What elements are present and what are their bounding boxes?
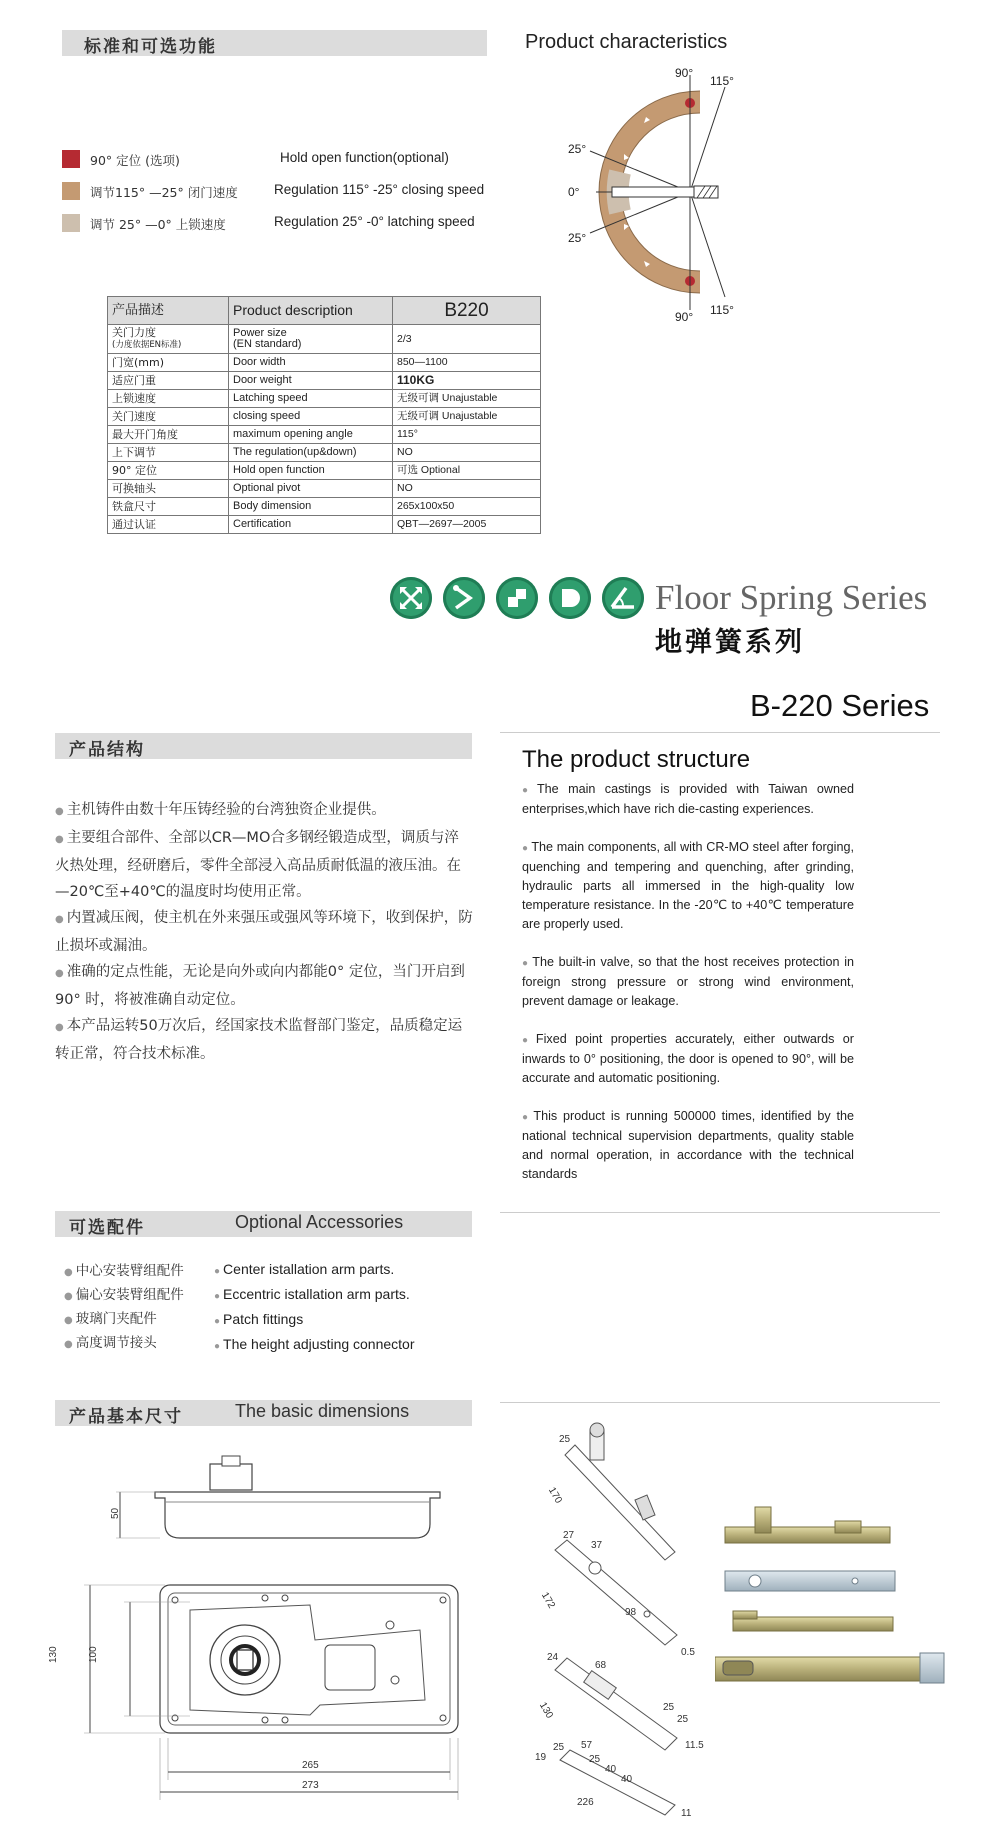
dim-outer-width: 273: [302, 1780, 319, 1791]
acc-en-item: Center istallation arm parts.: [223, 1261, 395, 1277]
dim-part2-a: 27: [563, 1530, 575, 1541]
table-row: [108, 408, 541, 426]
bullet-icon: ●: [522, 1035, 533, 1046]
legend-cn: 调节115° —25° 闭门速度: [90, 185, 238, 200]
table-row: [108, 516, 541, 534]
center-arm-photo: [725, 1527, 890, 1543]
list-item: [55, 825, 473, 905]
row-en: maximum opening angle: [229, 426, 393, 444]
list-item: [522, 953, 854, 1011]
acc-cn-item: 玻璃门夹配件: [75, 1311, 157, 1327]
row-en: The regulation(up&down): [229, 444, 393, 462]
dim-inner-height: 100: [88, 1646, 99, 1663]
cn-point: 准确的定点性能，无论是向外或向内都能0° 定位，当门开启到90° 时，将被准确自动定位。: [55, 964, 465, 1008]
characteristics-title: Product characteristics: [525, 31, 728, 53]
closing-speed-swatch: [62, 182, 80, 200]
table-row: [108, 480, 541, 498]
accessories-divider: [500, 1402, 940, 1403]
cn-point: 内置减压阀，使主机在外来强压或强风等环境下，收到保护，防止损坏或漏油。: [55, 910, 473, 954]
spec-table: [107, 296, 541, 534]
bullet-icon: ●: [522, 1112, 531, 1123]
row-cn: 适应门重: [108, 372, 229, 390]
list-item: [64, 1260, 184, 1284]
dim-inner-width: 265: [302, 1760, 319, 1771]
cn-point: 主要组合部件、全部以CR—MO合多钢经锻造成型，调质与淬火热处理，经研磨后，零件全部浸入高品质耐低温的液压油。在—20℃至+40℃的温度时均使用正常。: [55, 830, 461, 900]
en-point: This product is running 500000 times, identified by the national technical supervision departments, quality stable and normal operation, in accordance with the technical standards: [522, 1109, 854, 1181]
row-cn: 门宽(mm): [108, 354, 229, 372]
row-val: 115°: [393, 426, 541, 444]
dim-part4-b: 25: [553, 1742, 565, 1753]
angle-label-25-top: 25°: [568, 142, 587, 156]
side-view-drawing: [110, 1452, 450, 1562]
dimensions-title-en: The basic dimensions: [235, 1401, 410, 1421]
bullet-icon: ●: [64, 1339, 73, 1350]
acc-cn-item: 高度调节接头: [75, 1335, 157, 1351]
structure-cn-text: [55, 797, 473, 1067]
row-en: Body dimension: [229, 498, 393, 516]
table-row: [108, 462, 541, 480]
angle-label-0: 0°: [568, 185, 580, 199]
row-val: 无级可调 Unajustable: [393, 408, 541, 426]
acc-en-item: Patch fittings: [223, 1311, 304, 1327]
list-item: [55, 1013, 473, 1067]
row-cn: 可换轴头: [108, 480, 229, 498]
table-row: [108, 372, 541, 390]
dim-part2-b: 37: [591, 1540, 603, 1551]
accessories-cn-list: [64, 1260, 184, 1356]
row-cn: 铁盒尺寸: [108, 498, 229, 516]
dim-part3-f: 11.5: [685, 1740, 704, 1751]
accessories-title-en: Optional Accessories: [235, 1212, 404, 1232]
dimensions-title-cn: 产品基本尺寸: [69, 1407, 183, 1427]
row-val: 110KG: [393, 372, 541, 390]
series-title: B-220 Series: [750, 688, 930, 723]
list-item: [522, 1107, 854, 1184]
row-en: Hold open function: [229, 462, 393, 480]
spec-table-header: [108, 297, 541, 325]
list-item: [214, 1258, 415, 1283]
row-val: QBT—2697—2005: [393, 516, 541, 534]
angle-label-90-top: 90°: [675, 66, 694, 80]
bullet-icon: ●: [214, 1341, 221, 1352]
table-row: [108, 325, 541, 354]
power-size-en-sub: (EN standard): [233, 338, 302, 350]
legend-en: Regulation 115° -25° closing speed: [274, 182, 485, 197]
cross-arrows-icon: [390, 577, 432, 619]
table-row: [108, 354, 541, 372]
dimensions-title-bar: [55, 1400, 472, 1426]
acc-cn-item: 中心安装臂组配件: [75, 1263, 184, 1279]
power-size-cn: 关门力度: [112, 326, 156, 339]
accessories-title-bar: [55, 1211, 472, 1237]
row-val: 265x100x50: [393, 498, 541, 516]
list-item: [214, 1283, 415, 1308]
table-row: [108, 444, 541, 462]
bullet-icon: ●: [55, 1022, 64, 1033]
bullet-icon: ●: [214, 1316, 221, 1327]
row-en: Optional pivot: [229, 480, 393, 498]
angle-icon: [602, 577, 644, 619]
accessories-en-list: [214, 1258, 415, 1358]
list-item: [522, 1030, 854, 1088]
dim-part4-d: 25: [589, 1754, 601, 1765]
row-en: Certification: [229, 516, 393, 534]
row-val: NO: [393, 444, 541, 462]
power-size-en: Power size: [233, 327, 287, 339]
legend-en: Hold open function(optional): [280, 150, 449, 165]
row-val: 2/3: [393, 325, 541, 354]
header-model: B220: [393, 297, 541, 325]
cn-point: 主机铸件由数十年压铸经验的台湾独资企业提供。: [66, 802, 386, 818]
latching-speed-swatch: [62, 214, 80, 232]
row-val: 无级可调 Unajustable: [393, 390, 541, 408]
dim-part4-h: 11: [681, 1808, 692, 1819]
list-item: [64, 1332, 184, 1356]
accessories-title-cn: 可选配件: [69, 1218, 145, 1238]
row-cn: [108, 325, 229, 354]
legend-row-closing-speed: [62, 182, 542, 204]
dim-part4-a: 19: [535, 1752, 547, 1763]
dim-part1-b: 170: [545, 1485, 564, 1506]
series-divider: [500, 732, 940, 733]
bullet-icon: ●: [522, 785, 534, 796]
bullet-icon: ●: [55, 834, 64, 845]
row-en: [229, 325, 393, 354]
list-item: [64, 1308, 184, 1332]
row-val: 可选 Optional: [393, 462, 541, 480]
dim-part2-e: 0.5: [681, 1647, 695, 1658]
row-en: Door weight: [229, 372, 393, 390]
brand-title-en: Floor Spring Series: [655, 578, 928, 617]
structure-divider: [500, 1212, 940, 1213]
row-cn: 上下调节: [108, 444, 229, 462]
bullet-icon: ●: [55, 968, 64, 979]
door-hinge-icon: [496, 577, 538, 619]
row-val: NO: [393, 480, 541, 498]
list-item: [522, 780, 854, 819]
row-cn: 关门速度: [108, 408, 229, 426]
row-en: closing speed: [229, 408, 393, 426]
bullet-icon: ●: [522, 843, 529, 854]
bullet-icon: ●: [55, 914, 64, 925]
en-point: The built-in valve, so that the host receives protection in foreign strong pressure or strong wind environment, prevent damage or leakage.: [522, 955, 855, 1008]
structure-title-bar: [55, 733, 472, 759]
structure-en-text: [522, 780, 854, 1184]
row-cn: 90° 定位: [108, 462, 229, 480]
functions-title-cn: 标准和可选功能: [84, 37, 217, 57]
table-row: [108, 426, 541, 444]
table-row: [108, 390, 541, 408]
functions-title-bar: [62, 30, 487, 56]
top-view-drawing: [40, 1580, 470, 1805]
header-en: Product description: [229, 297, 393, 325]
dim-part3-c: 25: [663, 1702, 675, 1713]
row-cn: 通过认证: [108, 516, 229, 534]
row-cn: 上锁速度: [108, 390, 229, 408]
dim-part3-e: 130: [536, 1700, 555, 1721]
dim-outer-height: 130: [48, 1646, 59, 1663]
structure-title-cn: 产品结构: [69, 740, 145, 760]
acc-en-item: The height adjusting connector: [223, 1336, 415, 1352]
row-cn: 最大开门角度: [108, 426, 229, 444]
dim-part4-e: 40: [605, 1764, 617, 1775]
curve-arrow-icon: [443, 577, 485, 619]
bullet-icon: ●: [55, 806, 64, 817]
bullet-icon: ●: [214, 1291, 221, 1302]
bullet-icon: ●: [64, 1315, 73, 1326]
arm-parts-drawings: [535, 1420, 710, 1820]
list-item: [55, 959, 473, 1013]
arm-parts-photos: [715, 1505, 965, 1695]
list-item: [55, 797, 473, 825]
en-point: The main components, all with CR-MO steel after forging, quenching and tempering and quenching, after grinding, hydraulic parts all immersed in the high-quality low temperature resistance. In the -20℃ to +40℃ temperature are properly used.: [522, 840, 854, 931]
list-item: [522, 838, 854, 934]
table-row: [108, 498, 541, 516]
hold-open-swatch: [62, 150, 80, 168]
dim-part1-a: 25: [559, 1434, 571, 1445]
acc-en-item: Eccentric istallation arm parts.: [223, 1286, 410, 1302]
cn-point: 本产品运转50万次后，经国家技术监督部门鉴定，品质稳定运转正常，符合技术标准。: [55, 1018, 463, 1062]
legend-row-hold-open: [62, 150, 542, 172]
bullet-icon: ●: [522, 958, 530, 969]
header-cn: 产品描述: [108, 297, 229, 325]
angle-label-25-bottom: 25°: [568, 231, 587, 245]
bullet-icon: ●: [214, 1266, 221, 1277]
angle-label-115-top: 115°: [710, 74, 734, 88]
dim-part3-d: 25: [677, 1714, 689, 1725]
dim-part3-a: 24: [547, 1652, 559, 1663]
row-val: 850—1100: [393, 354, 541, 372]
list-item: [214, 1333, 415, 1358]
door-swing-diagram: [550, 65, 880, 325]
power-size-cn-sub: (力度依据EN标准): [112, 340, 182, 350]
dim-part3-b: 68: [595, 1660, 607, 1671]
angle-label-90-bottom: 90°: [675, 310, 694, 324]
door-d-icon: [549, 577, 591, 619]
en-point: The main castings is provided with Taiwan owned enterprises,which have rich die-casting experiences.: [522, 782, 854, 816]
list-item: [214, 1308, 415, 1333]
dim-part2-d: 172: [538, 1590, 557, 1611]
dim-part4-c: 57: [581, 1740, 593, 1751]
dim-part4-f: 40: [621, 1774, 633, 1785]
row-en: Latching speed: [229, 390, 393, 408]
bullet-icon: ●: [64, 1267, 73, 1278]
list-item: [55, 905, 473, 959]
angle-label-115-bottom: 115°: [710, 303, 734, 317]
legend-en: Regulation 25° -0° latching speed: [274, 214, 475, 229]
legend-cn: 调节 25° —0° 上锁速度: [90, 217, 226, 232]
bullet-icon: ●: [64, 1291, 73, 1302]
legend-row-latching-speed: [62, 214, 542, 236]
legend-cn: 90° 定位 (选项): [90, 153, 180, 168]
en-point: Fixed point properties accurately, either outwards or inwards to 0° positioning, the door is opened to 90°, will be accurate and automatic positioning.: [522, 1032, 854, 1085]
dim-part4-g: 226: [577, 1797, 594, 1808]
dim-part2-c: 98: [625, 1607, 637, 1618]
dim-side-height: 50: [110, 1507, 121, 1519]
row-en: Door width: [229, 354, 393, 372]
structure-title-en: The product structure: [522, 746, 751, 773]
brand-title-cn: 地弹簧系列: [655, 627, 805, 658]
acc-cn-item: 偏心安装臂组配件: [75, 1287, 184, 1303]
list-item: [64, 1284, 184, 1308]
